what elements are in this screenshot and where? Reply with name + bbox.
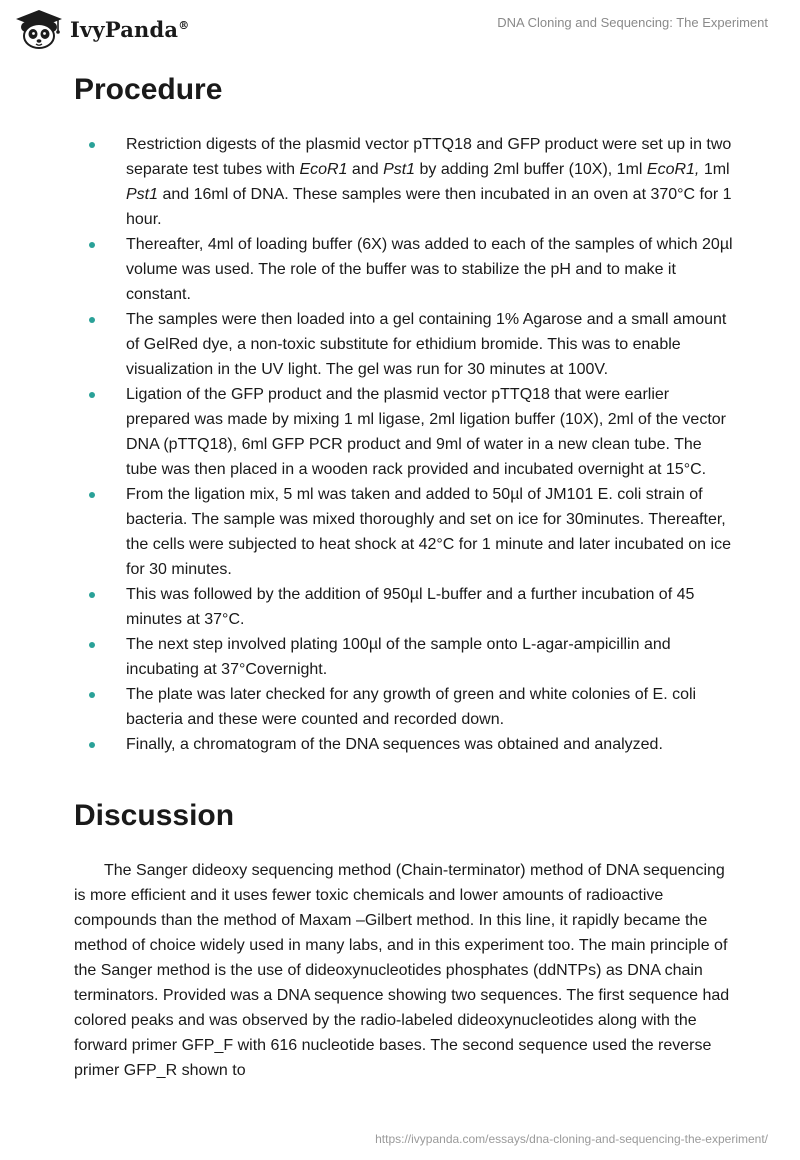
list-item: Finally, a chromatogram of the DNA sequences was obtained and analyzed. (74, 732, 734, 757)
discussion-paragraph: The Sanger dideoxy sequencing method (Chain-terminator) method of DNA sequencing is more efficient and it uses fewer toxic chemicals and lower amounts of radioactive compounds than the method of Maxam –Gilbert method. In this line, it rapidly became the method of choice widely used in many labs, and in this experiment too. The main principle of the Sanger method is the use of dideoxynucleotides phosphates (ddNTPs) as DNA chain terminators. Provided was a DNA sequence showing two sequences. The first sequence had colored peaks and was observed by the radio-labeled dideoxynucleotides along with the forward primer GFP_F with 616 nucleotide bases. The second sequence used the reverse primer GFP_R shown to (74, 862, 730, 1079)
italic-term: Pst1 (126, 186, 159, 203)
document-title: DNA Cloning and Sequencing: The Experiment (497, 15, 768, 30)
italic-term: EcoR1 (299, 161, 348, 178)
list-item: This was followed by the addition of 950µl L-buffer and a further incubation of 45 minutes at 37°C. (74, 582, 734, 632)
brand-name: IvyPanda® (70, 16, 190, 42)
source-url[interactable]: https://ivypanda.com/essays/dna-cloning-and-sequencing-the-experiment/ (375, 1132, 768, 1146)
list-item: The plate was later checked for any growth of green and white colonies of E. coli bacteria and these were counted and recorded down. (74, 682, 734, 732)
discussion-heading: Discussion (74, 799, 235, 832)
procedure-heading: Procedure (74, 73, 223, 106)
procedure-list (74, 132, 734, 757)
italic-term: EcoR1, (646, 161, 700, 178)
list-item: From the ligation mix, 5 ml was taken and added to 50µl of JM101 E. coli strain of bacteria. The sample was mixed thoroughly and set on ice for 30minutes. Thereafter, the cells were subjected to heat shock at 42°C for 1 minute and later incubated on ice for 30 minutes. (74, 482, 734, 582)
page-header (0, 0, 800, 60)
list-item: Thereafter, 4ml of loading buffer (6X) was added to each of the samples of which 20µl volume was used. The role of the buffer was to stabilize the pH and to make it constant. (74, 232, 734, 307)
list-item: The samples were then loaded into a gel containing 1% Agarose and a small amount of GelRed dye, a non-toxic substitute for ethidium bromide. This was to enable visualization in the UV light. The gel was run for 30 minutes at 100V. (74, 307, 734, 382)
panda-graduate-icon (14, 8, 64, 50)
list-item: Restriction digests of the plasmid vector pTTQ18 and GFP product were set up in two separate test tubes with EcoR1 and Pst1 by adding 2ml buffer (10X), 1ml EcoR1, 1ml Pst1 and 16ml of DNA. These samples were then incubated in an oven at 370°C for 1 hour. (74, 132, 734, 232)
brand-logo[interactable] (14, 8, 189, 50)
list-item: The next step involved plating 100µl of the sample onto L-agar-ampicillin and incubating at 37°Covernight. (74, 632, 734, 682)
list-item: Ligation of the GFP product and the plasmid vector pTTQ18 that were earlier prepared was made by mixing 1 ml ligase, 2ml ligation buffer (10X), 2ml of the vector DNA (pTTQ18), 6ml GFP PCR product and 9ml of water in a new clean tube. The tube was then placed in a wooden rack provided and incubated overnight at 15°C. (74, 382, 734, 482)
italic-term: Pst1 (383, 161, 416, 178)
